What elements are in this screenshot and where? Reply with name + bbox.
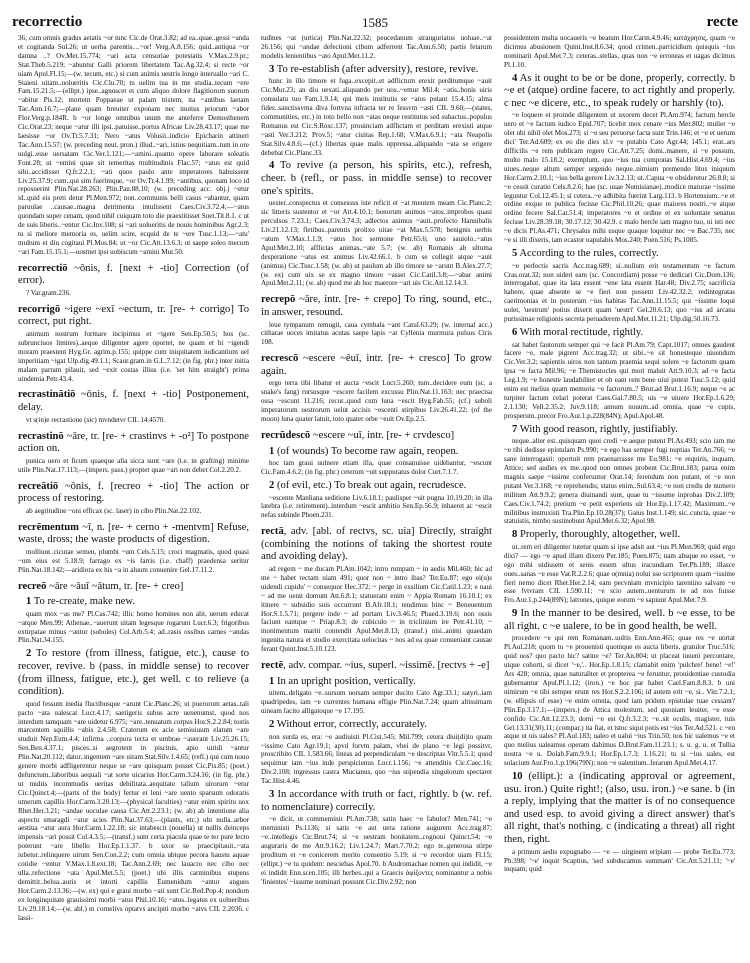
sense-definition [261, 64, 492, 77]
entry-head [18, 304, 249, 329]
dictionary-entry [261, 294, 492, 347]
entry-head [18, 263, 249, 288]
citation-block: quam mox ~as me? Pl.Cas.742; illic homo homines non alit, uerum educat ~atque Men.99; Athenae..~auerunt uitam legesque rogarunt Lucr.6.3; frigoribus extirpatae minus ~antur (soboles) Col.Arb.5.4; ad..rasis ossibus carnes ~andas Plin.Nat.34.155. [18, 609, 249, 645]
citation-block: procedere ~e qui rem Romanam..uultis Enn.Ann.465; quae res ~e uortat Pl.Aul.218; quom tu ~e prouenisti quomque es aucta liberis, gratulor Truc.516; quid uos? quo pacto hic? satine ~e? Ter.An.804; ut placeat iuueni percontare, utque cohorti, si dicet '~e,'.. Hor.Ep.1.8.15; clamabit enim 'pulchre! bene! ~e!' Ars 428; omnia, quae naturaliter et propterea ~e feruntur, prouidentiae custodia gubernantur Apul.Pl.1.12; (iron.) ~e hoc par habet Cael.Fam.8.8.3. b uni nimirum ~e tibi semper erunt res Hor.S.2.2.106; id autem erit ~e, si.. Vitr.7.2.1; (w. ellipsis of esse) ~e enim omnia, quod iam pridem epistulae tuae cessant? Plin.Ep.3.17.1;—(impers.) de Attica molestum, sed quoniam leuiter, ~e esse confido Cic.Att.12.23.3; domi ~e est Q.fr.3.2.3; ~e..sit oculis, magister, tuis Gel.13.31(30).11; (compar.) ita fiat, et istoc siqui potis est ~ius Ter.Ad.521. c ~en atque ut uis uales? Pl.Aul.183; ualeo et ualui ~ius Trin.50; nos hic ualemus ~e et quo melius ualeamus operam dabimus D.Brut.Fam.11.23.1; s. u. g. u. et Tullia nostra ~e u. Dolab.Fam.9.9.1; Hor.Ep.1.7.3; 1.16.21; tu si ~ius uales, est solacium Aur.Fro.1.p.196(79N); non ~e ualentium..ferarum Apul.Met.4.17. [504, 634, 735, 768]
sense-definition [261, 676, 492, 689]
entry-definition: ~escere ~uī, intr. [re- + crvdesco] [310, 429, 455, 441]
sense [504, 248, 735, 324]
sense-text: With moral rectitude, rightly. [519, 326, 644, 338]
sense-number: 7 [512, 423, 518, 435]
sense-definition [504, 327, 735, 340]
entry-head [18, 431, 249, 456]
column-right [504, 34, 735, 922]
sense-text: To re-create, make new. [33, 596, 135, 608]
dictionary-entry [261, 353, 492, 424]
citation-block: uitem..deligato ~e..sursum uorsam semper ducito Cato Agr.33.1; satyri..iam quadripedes, iam ~e currentes humana effigie Plin.Nat.7.24; quam altissimam uineam facito alligatoque ~e 17.195. [261, 689, 492, 716]
sense-definition [18, 596, 249, 609]
lemma: rectā [261, 526, 284, 538]
entry-head [261, 526, 492, 564]
dictionary-entry [261, 430, 492, 443]
sense-number: 5 [512, 248, 518, 259]
entry-definition: ~ōnis, f. [next + -tio] Correction (of error). [18, 262, 249, 287]
dictionary-entry [18, 431, 249, 475]
sense [504, 771, 735, 874]
dictionary-entry [261, 660, 492, 673]
sense-text: As it ought to be or be done, properly, correctly. b ~e et (atque) ordine facere, to act rightly and properly. c nec ~e dicere, etc., to speak rudely or harshly (to). [504, 72, 735, 109]
sense [261, 719, 492, 786]
entry-head [18, 389, 249, 414]
lemma: recreātiō [18, 480, 59, 492]
citation-block: ~e loquere et proinde diligentem ut uxorem decet Pl.Am.974; factum hercle uero et ~e factum iudico Epid.707; licebit mox cenare ~ius Mer.802; mulier ~e olet ubi nihil olet Mos.273; si ~e seu peruorse facta sunt Trin.146; et ~e et uerum dici' Ter.Ad.609; ex eo die dies xl.v ~e putabis Cato Agr.44; 145.1; erat..ars difficilis ~e rem publicam regere Cic.Att.7.25; domi..manere, si ~e possum, multo malo 15.18.2; exemplum, quo ~ius tua componas Sal.Hist.4.69.4; ~ius uiues..neque altum semper urgendo neque..nimium premendo litus iniquum Hor.Carm.2.10.1; ~ius bella gerere Liv.3.2.13; ut..Capua ~e obsideretur 26.8.8; si ~e cessit curatio Cels.8.2.6; hae (sc. uuae Numisianae)..modice maturae ~issime leguntur Col.12.45.1; si cetera..~e adhibita fuerint Larg.113. b Hortensium..~e et ordine exque re publica fecisse Cic.Phil.10.26; quae maiores nostri..~e atque ordine fecere Sal.Cat.51.4; imperatores ~e et ordine et ex uoluntate senatus fecisse Liv.28.39.18; 30.17.12; 30.42.9. c malo hercle iam magno tuo, ni isti nec ~e dicis Pl.As.471; Chrysalus mihi usque quaque loquitur nec ~e Bac.735; nec ~e si illi dixeris, iam ecastor uapulabis Mos.240; Poen.516; Ps.1085. [504, 111, 735, 245]
dictionary-entry [18, 389, 249, 424]
citation-block: neque..alter est..quisquam quoi credi ~e aeque putent Pl.As.493; scio iam me ~e tibi dedisse epistulam Ps.990; ~e ego has semper fugi nuptias Ter.An.766; ~e sane interrogasti: oportuit rem praenarrasse me Eu.981; ~e requiris, inquam, Attice; sed audies ex me..quod non omnes probent Cic.Brut.183; parua enim magnis saepe ~issime conferuntur Orat.14; ferendum non putant, et ~e non putant Ver.3.168; ~e reprehendis; status enim..Sul.63.4; ~e non credis de numero militum Att.9.9.2; genera diuinandi sunt, quae tu ~issume inprobas Div.2.109; Caes.Civ.1.74.2; pretium ~e petit experiens uir Hor.Ep.1.17.42; Maximum..~e militibus instruxisti Tra.Plin.Ep.10.28(37); Gaius Inst.1.149; sic..cuncta, quae ~e statuistis, nimbo sustinebunt Apul.Met.6.32; Apol.98. [504, 437, 735, 526]
entry-definition: ~āre, intr. [re- + crepo] To ring, sound, etc., in answer, resound. [261, 294, 492, 318]
citation-block: ergo terra tibi libatur et aucta ~escit Lucr.5.260; tum..decidere eum (sc. a snake's fang) rursusque ~escere facilem excussu Plin.Nat.11.163; nec praecisa ossa ~escunt 11.216; recur..quod cum luna ~escit Hyg.Fab.55; (cf.) suboli imperatorum uestrorum uelut accisis ~escenti stirpibus Liv.26.41.22; (of the moon) luna quater latuit, toto quater orbe ~euit Ov.Ep.2.5. [261, 379, 492, 424]
citation-block: hunc in illo timore et fuga..excepit..et adflictum erexit perditumque ~auit Cic.Mur.23; an diu uexati..aliquando per uos..~emur Mil.4; ~atis..bonis uiris consulatu tuo Fam.1.9.14; qui meis institutis se ~atos putant 15.4.15; alma fides..sanctissvma diva fortvna infracta ter re fessvm ~asti CIL 9.60;—(states, communities, etc.) in toto bello non ~atas neque restitutus sed subactus..populus Romanus est Cic.S.Rosc.137; prouinciam adflictam et perditam erexisti atque ~asti Ver.3.212; Prov.5; ~atur ciuitas Rep.1.68; V.Max.6.9.1; ~ata Neapolis Stat.Silv.4.8.6;—(cf.) libertas quae malis oppressa..aliquando ~ata se erigere debebat Cic.Planc.33. [261, 77, 492, 157]
sense-number: 2 [269, 479, 275, 491]
sense-text: With good reason, rightly, justifiably. [519, 423, 678, 435]
dictionary-entry [18, 481, 249, 516]
citation-block: ~e dicit, ut commeminit Pl.Am.738; satin haec ~e fabulor? Men.741; ~e meministi Ps.1136; si satis ~e aut uera ratione augurem Acc.trag.87; ~e..intellegis Cic.Brut.74; si ~e uestram bonitatem..cognoui Quinct.54; ~e auguraris de me Att.9.16.2; Liv.1.24.7; Mart.7.70.2; ego te..generosa stirpe proditum et ~e conicerem merito consentio 5.19; si ~e recordor uiam Fl.15; (ellipt.) ~e tu quidem: nesciebas Apol.70. b Andromachae nomen qui indidit, ~e ei indidit Enn.scen.105; illi herbes..qui a Graecis ἀφίζοντες nominantur a nobis 'finientes' ~issume nominari possunt Cic.Div.2.92; non [261, 815, 492, 886]
lemma: recrepō [261, 294, 296, 306]
citation-block: molliunt..cicutae semen, plumbi ~um Cels.5.15; croci magmatis, quod quasi ~um eius est 5.18.9; farrago ex ~is farris (i.e. chaff) praedensa seritur Plin.Nat.18.142;—aridiora ex his ~a in aluum conuenire Gel.17.11.2. [18, 547, 249, 574]
dictionary-columns [18, 34, 736, 922]
lemma: recrastinō [18, 430, 64, 442]
sense-definition [504, 529, 735, 542]
citation-block: 36; cum omnis gradus aetatis ~or tunc Cic.de Orat.3.82; ad ea..quae..gessi ~anda et cogitanda Sul.26; ut uerba parentis…~or! Verg.A.8.156; quid..antiqua ~or damna ..? Ov.Met.15.774; ~ari acta censoriae potestatis V.Max.2.9.pr.; Stat.Theb.5.219; ~abuntur Galli priorem libertatem Tac.Ag.32.4; si recte ~or uiam Apul.Fl.15;—(w. tecum, etc.) si cum animis uestris longo interuallo ~ari C. Staieni uitam..uolueritis Cic.Clu.70; tu uelim tua in me studia..tecum ~ere Fam.15.21.5;—(ellipt.) ipse..agnoscet et cum aliquo dolore flagitiorum suorum ~abitur Pis.12; mortem Poppaeae ut palam tristem, ita ~antibus laetam Tac.Ann.16.7;—plane quam breuiter exponam nec inuitus priorum ~abor Flor.Verg.p.184R. b ~or longe omnibus unum me anteferre Demosthenem Cic.Orat.23; neque ~atur illi ipsi..patuisse..portus Africae Liv.28.43.17; quae me laesisse ~or Ov.Tr.5.7.31; Nero ~atus Volusii..indicio Epicharin attineri Tac.Ann.15.57; (w. preceding neut. pron.) illud..~ari, istius nequitiam..tum in ore uulgi..esse uersatam Cic.Ver.1.121;—~amini..quanto opere laborare soleatis Font.28; ut ~emini quae sit temeritas multitudinis Flac.57; ~atus est quid sibi..accidisset Q.fr.2.2.1; ~ati quos paulo ante imperatores habuissent Liv.25.37.9; cum..qui sim fuerimque, ~or Ov.Tr.4.1.99; ~antibus, quonam loco id reposuerint Plin.Nat.28.263; Plin.Pan.88.10; (w. preceding acc. obj.) ~etur id..quid eis preti detur Pl.Men.972; non..communis belli casus ~abantur, quam paruulae ..causae..magna detrimenta intulissent Caes.Civ.3.72.4;—~atus quondam super cenam, quod nihil cuiquam toto die praestitisset Suet.Tit.8.1. c ut de suis liberis..~entur Cic.Inv.108; si ~ari uolueritis de nouis hominibus Agr.2.3; tu si meliore memoria es, uelim scire, ecquid de te ~ere Tusc.1.13;—~atu' multum et diu cogitaui Pl.Mos.84; ut ~or Cic.Att.13.6.3; ut saepe soleo mecum ~ari Fam.15.15.1;—uosmet ipsi uobiscum ~amini Mur.50. [18, 34, 249, 256]
entry-definition: ~ōnis, f. [recreo + -tio] The action or process of restoring. [18, 480, 249, 505]
entry-head [261, 294, 492, 319]
citation-block: ad regem ~ me ducam Pl.Am.1042; intro rumpam ~ in aedis Mil.460; hic ad me ~ habet rectam uiam 491; quor non ~ intro ibas? Ter.Eu.87; ego ei(u)s uidendi cupidu' ~ consequor Hec.372; ~ perge in exsilium Cic.Catil.1.23; e naui ~ ad me uenit domum Att.6.8.1; statueram enim ~ Appia Romam 16.10.1; ex itinere ~ subsidio suis occurrunt B.Afr.18.1; tendimus hinc ~ Beneuentum Hor.S.1.5.71; pergere inde ~ ad portam Liv.3.46.5; Phaed.3.19.6; non ossis faciunt eantque ~ Priap.8.3; de cubiculo ~ in triclinium ire Petr.41.10; ~ monimentum mariti contendit Apul.Met.8.13; (transf.) nisi..animi quaedam ingenita natura et studio exercitata uelocitas ~ nos ad ea quae conueniant causae ferant Quint.Inst.5.10.123. [261, 565, 492, 654]
left-guide-word: recorrectio [12, 14, 83, 30]
citation-block: hoc tam graui uulnere etiam illa, quae consanuisse uidebantur, ~escunt Cic.Fam.4.6.2; (in fig. phr.) ceterum ~uit suppuratus dolor Curt.7.1.7. [261, 459, 492, 477]
sense-number: 6 [512, 326, 518, 338]
column-middle [261, 34, 492, 922]
sense-definition [261, 480, 492, 493]
sense-text: (of wounds) To become raw again, reopen. [276, 445, 459, 457]
dictionary-entry [261, 526, 492, 654]
entry-definition: ~escere ~ēuī, intr. [re- + cresco] To grow again. [261, 353, 492, 377]
sense-definition [18, 648, 249, 698]
sense-definition [261, 160, 492, 198]
sense-definition [504, 424, 735, 437]
sense-number: 2 [269, 719, 275, 730]
sense-number: 10 [512, 771, 523, 783]
sense [504, 327, 735, 421]
sense-text: To re-establish (after adversity), restore, revive. [276, 63, 479, 75]
sense-number: 3 [269, 63, 275, 75]
sense [261, 64, 492, 158]
citation-block: ab aegritudine ~oni efficax (sc. laser) in cibo Plin.Nat.22.102. [26, 506, 202, 515]
sense-text: In the manner to be desired, well. b ~e esse, to be all right. c ~e ualere, to be in good health, be well. [504, 608, 735, 632]
sense-text: In an upright position, vertically. [276, 675, 416, 687]
citation-block: vt s(in)e recrastione (sic) mvndetvr CIL 14.4570. [26, 415, 166, 424]
page-header [12, 14, 738, 36]
cross-reference: ? Var.gram.236. [26, 288, 71, 297]
entry-head [18, 481, 249, 506]
entry-head [18, 581, 249, 594]
sense-text: (of evil, etc.) To break out again, recrudesce. [276, 479, 467, 491]
sense-text: In accordance with truth or fact, rightly. b (w. ref. to nomenclature) correctly. [261, 789, 492, 813]
sense-definition [504, 771, 735, 847]
entry-definition: ~āre, tr. [re- + crastinvs + -o²] To postpone action on. [18, 430, 249, 455]
sense-number: 3 [269, 789, 275, 801]
citation-block: a primum aedis expugnabo — ~e — uirginem eripiam — probe Ter.Eu.773; Ph.398; '~e' inquit Scaptius, 'sed subducamus summam' Cic.Att.5.21.11; '~e' inquam; quid [504, 847, 735, 874]
lemma: recrescō [261, 353, 299, 365]
lemma: rectē [261, 660, 284, 672]
entry-head [261, 660, 492, 673]
sense-number: 1 [269, 675, 275, 687]
sense-text: Properly, thoroughly, altogether, well. [519, 529, 681, 541]
sense-text: To revive (a person, his spirits, etc.), refresh, cheer. b (refl., or pass. in middle sense) to recover one's spirits. [261, 160, 492, 197]
lemma: recreō [18, 580, 47, 592]
sense-definition [261, 789, 492, 814]
entry-definition: , adv. compar. ~ius, superl. ~issimē. [rectvs + -e] [283, 660, 490, 672]
citation-block: ut..rem eri diligenter tutetur quam si ipse adsit aut ~ius Pl.Men.969; quid ergo dixi? — ego ~e apud illam dixero Per.185; Poen.875; nam absque eo esset, ~e ego mihi uidissem et senis essem ultus iracundiam Ter.Ph.189; illasce oues..sanas ~e esse Var.R.2.2.6; quae o(mnia) nolui sse scriptorem quam ~issime fieri nemo dicet Rhet.Her.2.14; eam pecvniam mvnicipio tarentino salvam ~e esse fvtvram CIL 1.590.11; ~e scio autem..uenturum te ad nos fuisse Fro.Aur.1.p.244(89N); latrones, quique eorum ~e sapiunt Apul.Met.7.9. [504, 542, 735, 605]
sense-text: To restore (from illness, fatigue, etc.), cause to recover, revive. b (pass. in middle sense) to recover (from illness, fatigue, etc.), get well. c to relieve (a condition). [18, 648, 249, 698]
lemma: recorrectiō [18, 262, 68, 274]
citation-block: non surda es, era: ~e audiuisti Pl.Cist.545; Mil.799; cetera diui(di)to quam ~issime Cato Agr.19.1; apvd forvm palam, vbei de plano ~e legi possitvr, proscribito CIL 1.583.66; lineas ad perpendiculam ~e descriptas Vitr.5.5.1; quod sequimur iam ~ius inde perspicienus Lucr.1.156; ~e attenditis Cic.Caec.16; Div.2.108; ingressus castra Mucianus, quo ~ius stipendia singulorum spectaret Tac.Hist.4.46. [261, 732, 492, 786]
entry-definition: ~āre ~āuī ~ātum, tr. [re- + creo] [46, 580, 184, 592]
right-guide-word: recte [706, 14, 738, 30]
citation-block: ~e perfectis sacris Acc.trag.689; si..nullum erit testamentum ~e factum Cras.orat.32; non uideri eam (sc. Concordiam) posse ~e dedicari Cic.Dom.136; interrogabat, quae ita lata essent ~ene lata essent Har.48; Div.2.75; sacrificia habere, quae absente se ~e fieri non possent Liv.42.32.2; redintegratas caerimonias et in posterum ~ius habitas Tac.Ann.11.15.5; qui ~issime loqui uolet, 'uestrum' potius dixerit quam 'uestri' Gel.20.6.13; quo ~ius ad arcana purissimae religionis secreta peruaderem Apul.Met.11.21; Ulp.dig.50.16.73. [504, 261, 735, 324]
sense [261, 160, 492, 288]
citation-block: quod fessum inedia fluctibusque ~arunt Cic.Planc.26; ut puerorum aetas..tali pacto ~ata ualescat Lucr.4.17; saetigeris subus acre uenenumst, quod nos interdum tamquam ~are uidetur 6.975; ~are..tenuatum corpus Hor.S.2.2.84; tostis marcentem squillis ~abis 2.4.58; Craterum ex acie semiuiuum elatum ~are studuit Nep.Eum.4.4; infirma ..corpora tecta et umbrae ~auerant Liv.25.26.15; Sen.Ben.4.37.1; pisces..si aegrotent in piscinis, apio uiridi ~antur Plin.Nat.20.112; datur..ingentem ~are uiram Stat.Silv.1.4.65; (refl.) qui cum nouo genere morbi adfligerentur neque se ~are quisquam posset Cic.Pis.85; (poet.) defunctum..laboribus aequali ~at sorte uicarius Hor.Carm.3.24.16; (in fig. phr.) ut multis incommodis ueritas debilitata..aequitate talium uirorum ~etur Cic.Quinct.4;—(parts of the body) fertur et leni ~are uento sparsum odoratis umerum capillis Hor.Carm.3.20.13;—(physical faculties) ~atur enim spiritu uox Rhet.Her.3.21; ~andae uoculae causa Cic.Att.2.23.1; (w. ab) ab intentione alia aspectu smaragdi ~atur acies Plin.Nat.37.63;—(plants, etc.) ubi nulla..arbor aestiua ~atur aura Hor.Carm.1.22.18; sic intabescit (nouella) ut nullis deinceps impensis ~ari possit Col.4.3.5;—(transf.) sunt certa piacula quae te ter pure lecto poterunt ~are libello Hor.Ep.1.1.37. b uxor se praecipitauit..~ata iubetur..relinquere uirum Sen.Con.2.2; cum omnia ubique pecora haustu aquae cotidie ~entur V.Max.1.8.ext.18; Tac.Ann.2.69; nec lauacro nec cibo nec ulla..refectione ~ata Apul.Met.5.5; (poet.) ubi illis carminibus stupens demittit..belua..auris et intorti capillis Eumenidum ~antur angues Hor.Carm.2.13.36;—(w. ex) qui e graui morbo ~ati sunt Cic.Red.Pop.4; nondum ex longinquitate grauissimi morbi ~atus Phil.10.16; ~atus..legatus ex uolneribus Liv.29.18.14;—(w. abl.) m cornelivs optatvs ancipiti morbo ~atvs CIL 2.2036. c lassi- [18, 699, 249, 922]
sense-definition [261, 446, 492, 459]
entry-definition: , adv. [abl. of rectvs, sc. uia] Directly, straight (combining the notions of taking the shortest route and avoiding delay). [261, 526, 492, 563]
citation-block: possidentem multa uocaueris ~e beatum Hor.Carm.4.9.46; κατάχρησις, quam ~e dicimus abusionem Quint.Inst.8.6.34; quod crimen..parricidium quisquis ~ius nominarit Apul.Met.7.3; ceteras..stellas, quas non ~e erroneas et uagas dicimus Pl.1.10. [504, 34, 735, 69]
sense [504, 608, 735, 768]
dictionary-entry [18, 304, 249, 384]
sense [18, 596, 249, 645]
sense-text: According to the rules, correctly. [519, 248, 659, 259]
page-number: 1585 [362, 15, 388, 30]
citation-block: animum nostrum formare incipimus et ~igere Sen.Ep.50.5; hos (sc. subrunciuos limites)..aeque diligenter agere oportet, ne quam et hi ~igendi moram praestent Hyg.Gr. agrim.p.155; quippe cum iniquitatem iudicantium uel imperitiam ~igat Ulp.dig.49.1.1; Scaur.gram.in G.L.7.12; (in fig. phr.) inter initia malam parram pilauit, sed ~exit costas illius (i.e. 'set him straight') prima uindemia Petr.43.4. [18, 330, 249, 383]
column-left [18, 34, 249, 922]
entry-head [261, 353, 492, 378]
sense-number: 4 [269, 160, 275, 172]
lemma: recrastinātiō [18, 389, 76, 401]
sense-text: Without error, correctly, accurately. [276, 719, 427, 730]
sense-number: 1 [26, 596, 32, 608]
sense-definition [504, 608, 735, 633]
sense-number: 9 [512, 608, 518, 620]
entry-definition: ~ī, n. [re- + cerno + -mentvm] Refuse, waste, dross; the waste products of digestion. [18, 521, 249, 546]
sense [504, 529, 735, 605]
sense [504, 73, 735, 245]
sense [261, 446, 492, 477]
dictionary-entry [18, 522, 249, 575]
entry-definition: ~igere ~exī ~ectum, tr. [re- + corrigo] To correct, put right. [18, 303, 249, 328]
entry-head [18, 522, 249, 547]
sense-number: 4 [512, 72, 518, 84]
lemma: recorrigō [18, 303, 61, 315]
sense [261, 676, 492, 716]
sense-definition [504, 248, 735, 261]
citation-block: tudines ~at (urtica) Plin.Nat.22.32; peucedanum stranguriatus uoluae..~at 26.156; qui ~andae defectioni cibum adferrent Tac.Ann.6.50; partis fetarum modelis lenientibus ~ato Apul.Met.11.2. [261, 34, 492, 60]
dictionary-entry [18, 581, 249, 594]
sense-number: 1 [269, 445, 275, 457]
sense [504, 424, 735, 527]
citation-block: punica uero et ficum quaeque alia sicca sunt ~are (i.e. in grafting) minime utile Plin.Nat.17.113;—(impers. pass.) propter quae ~ari non debet Col.2.20.2. [18, 456, 249, 474]
sense-number: 8 [512, 529, 518, 541]
dictionary-entry [18, 263, 249, 298]
entry-definition: ~ōnis, f. [next + -tio] Postponement, delay. [18, 389, 249, 414]
lemma: recrūdescō [261, 429, 311, 441]
sense [18, 648, 249, 922]
sense [261, 480, 492, 520]
sense-number: 2 [26, 648, 32, 660]
entry-head [261, 430, 492, 443]
citation-block: sat habet fautorum semper qui ~e facit Pl.Am.79; Capt.1017; omnes gaudent facere ~e, male pigrent Acc.trag.32; ut sibi..~e sit honesteque uiuendum Cic.Ver.3.2; sapientis uiros non tantum praemia sequi solere ~e factorum quam ipsa ~e facta Mil.96; ~e Themistocles qui mori maluit Att.9.10.3; ad ~e facta Leg.1.9; ~e honeste laudabiliter et ob eam rem bene uiui potest Tusc.5.12; quid enim est melius quam memoria ~e factorum..? Brut.ad Brut.1.16.9; neque ~e ac turpiter factum celari poterat Caes.Gal.7.80.5; uis ~e uiuere Hor.Ep.1.6.29; 2.1.130; Vell.2.35.2; Juv.9.118; annum nouum..ad omnia, quae ~e cupis, prosperum..precor Fro.Aur.1.p.228(84N); Apul.Apol.48. [504, 340, 735, 420]
citation-block: uester..conspectus et consessus iste reficit et ~at mentem meam Cic.Planc.2; sic litteris sustentor et ~or Att.4.10.1; bonorum animos ~atos..improbos quasi perculsos 7.23.1; Caes.Civ.3.74.3; adlectos animos ~auit..profecto Hannibalis Liv.21.12.13; fletibus..parentis prolixo uitae ~at Max.5.578; benignis uerbis ~atum V.Max.1.1.9; ~atus hoc sermone Petr.65.6; uno sauiolo..~atus Apul.Met.2.10; afflictas animas..~ate 5.7; (w. ab) Romanis ab ultuma desperatione ~atus est animus Liv.42.66.1. b cum se collegit atque ~auit (animus) Cic.Tusc.1.58; (w. ab) ut paulum ab illo timore se ~arunt B.Alex.27.7; (w. ex) cum uix se ex magno timore ~asset Cic.Catil.3.8;—~abar animi Apul.Met.2.11; (w. ab) quod me ab hoc maerore ~ari uis Cic.Att.12.14.3. [261, 199, 492, 288]
sense [261, 789, 492, 886]
citation-block: leue tympanum remugit, caua cymbala ~ant Catul.63.29; (w. internal acc.) citharae uoces imitatus acutas saepe lapis ~at Cyllenia murmura pulsus Ciris 108. [261, 320, 492, 347]
lemma: recrēmentum [18, 521, 79, 533]
sense-text: (ellipt.): a (indicating approval or agreement, usu. iron.) Quite right!; (also, usu. iron.) ~e sane. b (in a reply, implying that the matter is of no consequence and used esp. to avoid giving a direct answer) that's all right, that's nothing. c (indicating a threat) all right then, right. [504, 771, 735, 846]
citation-block: ~escente Manliana seditione Liv.6.18.1; paulisper ~uit pugna 10.19.20; in illa latebra (i.e. retirement)..interdum ~escit ambitio Sen.Ep.56.9; inhaeret ac ~escit nefas subinde Phoen.231. [261, 493, 492, 520]
sense-definition [504, 73, 735, 111]
sense-definition [261, 719, 492, 732]
